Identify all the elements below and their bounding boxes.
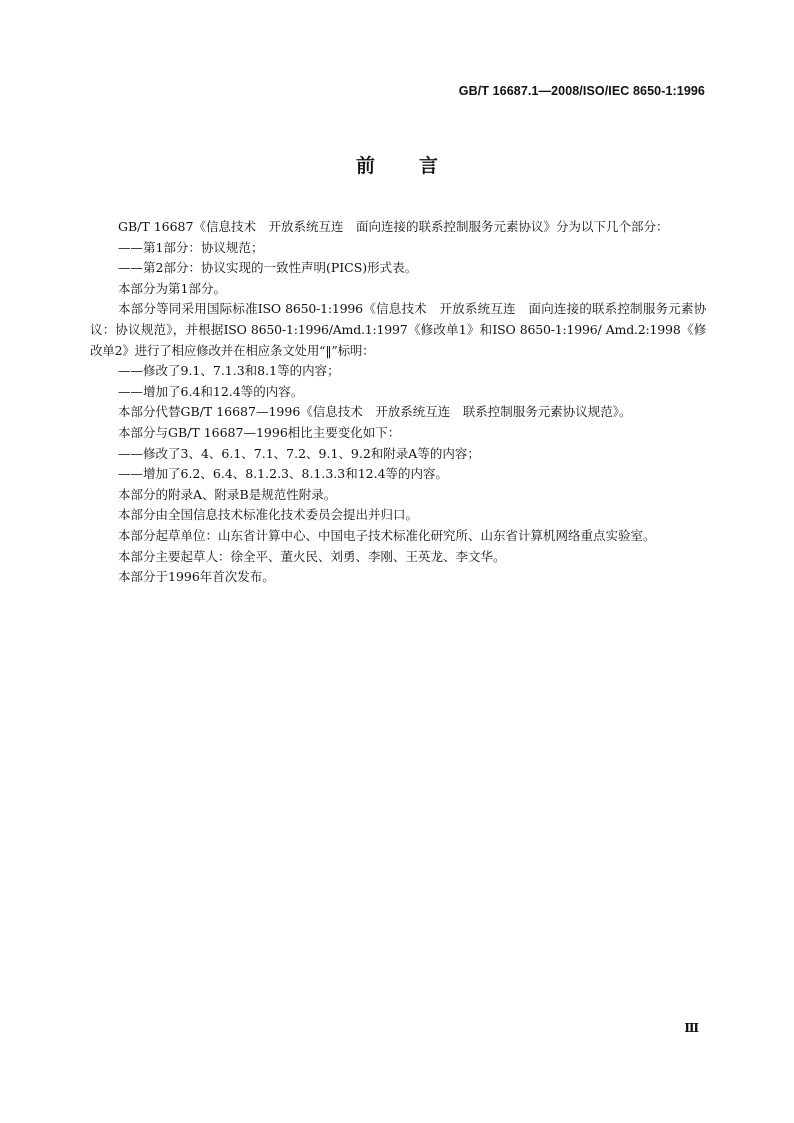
list-item-part2: ——第2部分：协议实现的一致性声明(PICS)形式表。: [118, 260, 418, 276]
page-title: [0, 151, 794, 178]
paragraph-equivalence: 本部分等同采用国际标准ISO 8650-1:1996《信息技术 开放系统互连 面向连接的联系控制服务元素协议：协议规范》，并根据ISO 8650-1:1996/Amd.1:1997《修改单1》和ISO 8650-1:1996/ Amd.2:1998《修改单2》进行了相应修改并在相应条文处用“‖”标明：: [90, 301, 706, 358]
foreword-body: [90, 217, 706, 588]
paragraph-annexes: 本部分的附录A、附录B是规范性附录。: [118, 486, 337, 502]
title-char-1: 前: [355, 155, 375, 177]
list-item-modified-1: ——修改了9.1、7.1.3和8.1等的内容；: [118, 363, 340, 379]
paragraph-changes-intro: 本部分与GB/T 16687—1996相比主要变化如下：: [118, 424, 401, 440]
list-item-part1: ——第1部分：协议规范；: [118, 239, 264, 255]
page-number: Ⅲ: [684, 1021, 700, 1035]
paragraph-this-part: 本部分为第1部分。: [118, 280, 226, 296]
list-item-modified-2: ——修改了3、4、6.1、7.1、7.2、9.1、9.2和附录A等的内容；: [118, 445, 480, 461]
list-item-added-2: ——增加了6.2、6.4、8.1.2.3、8.1.3.3和12.4等的内容。: [118, 466, 449, 482]
paragraph-drafting-units: 本部分起草单位：山东省计算中心、中国电子技术标准化研究所、山东省计算机网络重点实验室。: [118, 527, 656, 543]
paragraph-first-published: 本部分于1996年首次发布。: [118, 569, 275, 585]
standard-code-header: GB/T 16687.1—2008/ISO/IEC 8650-1:1996: [458, 84, 705, 98]
paragraph-proposed-by: 本部分由全国信息技术标准化技术委员会提出并归口。: [118, 507, 419, 523]
paragraph-parts-intro: GB/T 16687《信息技术 开放系统互连 面向连接的联系控制服务元素协议》分为以下几个部分：: [118, 219, 669, 234]
list-item-added-1: ——增加了6.4和12.4等的内容。: [118, 383, 304, 399]
paragraph-drafters: 本部分主要起草人：徐全平、董火民、刘勇、李刚、王英龙、李文华。: [118, 548, 506, 564]
title-char-2: 言: [419, 155, 439, 177]
paragraph-replaces: 本部分代替GB/T 16687—1996《信息技术 开放系统互连 联系控制服务元素协议规范》。: [118, 404, 632, 420]
